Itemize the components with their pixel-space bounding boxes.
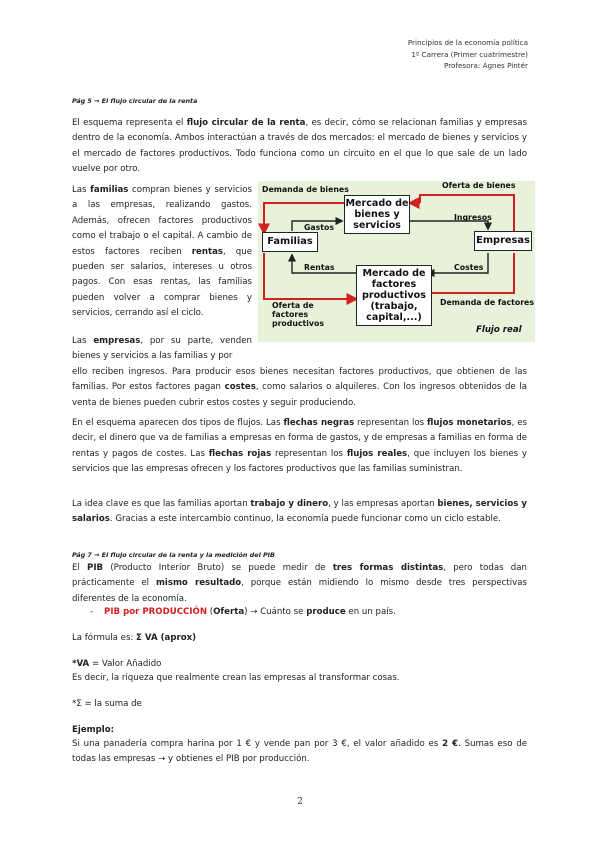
label-gastos: Gastos	[304, 223, 335, 232]
paragraph-flujos	[72, 416, 527, 478]
sigma-definition: *Σ = la suma de	[72, 699, 142, 709]
text: , es decir, cómo se relacionan familias y empresas dentro de la economía. Ambos interactúan a través de dos mercados: el mercado de bienes y servicios y el mercado de factores productivos. Todo funciona como un circuito en el que lo que sale de un lado vuelve por otro.	[72, 118, 527, 175]
bold-text: flujos reales	[346, 448, 408, 459]
text: . Sumas eso de todas las empresas → y obtienes el PIB por producción.	[72, 739, 527, 765]
label-rentas: Rentas	[304, 263, 335, 272]
text: en un país.	[345, 607, 396, 617]
header-course: Principios de la economía política	[407, 38, 528, 47]
paragraph-intro	[72, 116, 527, 178]
label-line: Oferta de	[272, 301, 314, 310]
label-demanda-factores: Demanda de factores	[440, 298, 534, 307]
label-costes: Costes	[454, 263, 484, 272]
va-explanation: Es decir, la riqueza que realmente crean las empresas al transformar cosas.	[72, 673, 400, 683]
label-flujo-real: Flujo real	[476, 325, 522, 335]
text: (	[207, 607, 214, 617]
box-line: Mercado de	[362, 268, 426, 279]
text: . Gracias a este intercambio continuo, la economía puede funcionar como un ciclo estable.	[109, 514, 501, 525]
box-empresas: Empresas	[474, 231, 532, 251]
label-oferta-factores	[272, 301, 324, 328]
text: , que incluyen los bienes y servicios que las empresas ofrecen y los factores productivos que las familias suministran.	[72, 448, 527, 475]
example-paragraph	[72, 737, 527, 768]
label-demanda-bienes: Demanda de bienes	[262, 185, 349, 194]
label-line: factores	[272, 310, 309, 319]
bold-text: Σ VA (aprox)	[136, 633, 197, 643]
bold-text: rentas	[191, 246, 223, 257]
text: compran bienes y servicios a las empresas, realizando gastos. Además, ofrecen factores productivos como el trabajo o el capital. A cambio de estos factores reciben	[72, 185, 252, 257]
label-ingresos: Ingresos	[454, 213, 492, 222]
box-line: productivos	[361, 290, 426, 301]
box-line: (trabajo,	[370, 301, 418, 312]
text: El esquema representa el	[72, 118, 187, 128]
va-definition	[72, 657, 161, 672]
text: representan los	[354, 418, 428, 428]
paragraph-empresas-continued	[72, 365, 527, 411]
box-familias: Familias	[262, 232, 318, 252]
text: Si una panadería compra harina por 1 € y vende pan por 3 €, el valor añadido es	[72, 739, 443, 749]
text: El	[72, 563, 88, 573]
bullet-pib-produccion	[90, 605, 396, 620]
box-mercado-bienes	[344, 195, 410, 234]
bullet-dash: -	[90, 607, 94, 617]
bold-text: produce	[306, 607, 346, 617]
text: , pero todas dan prácticamente el	[72, 563, 527, 589]
label-line: productivos	[272, 319, 325, 328]
text: En el esquema aparecen dos tipos de flujos. Las	[72, 418, 284, 428]
bold-text: empresas	[93, 336, 141, 346]
text: Las	[72, 185, 91, 195]
arrow-ingresos	[410, 221, 488, 229]
box-line: factores	[371, 279, 417, 290]
box-line: servicios	[353, 220, 401, 231]
text: ) → Cuánto se	[244, 607, 307, 617]
text: , como salarios o alquileres. Con los ingresos obtenidos de la venta de bienes pueden cubrir estos costes y seguir produciendo.	[72, 382, 527, 408]
circular-flow-diagram	[258, 181, 535, 342]
header-professor: Profesora: Ágnes Pintér	[444, 61, 528, 70]
bold-text: tres formas distintas	[332, 563, 444, 573]
bold-text: trabajo y dinero	[250, 499, 329, 509]
header-year: 1º Carrera (Primer cuatrimestre)	[411, 49, 528, 59]
arrow-oferta-factores	[264, 253, 356, 299]
bold-text: PIB	[87, 563, 104, 573]
section-title-pib: Pág 7 → El flujo circular de la renta y la medición del PIB	[72, 551, 275, 559]
text: , porque están midiendo lo mismo desde tres perspectivas diferentes de la economía.	[72, 578, 527, 604]
text: Las	[72, 336, 94, 346]
box-line: bienes y	[354, 209, 400, 220]
bold-text: Ejemplo:	[72, 725, 115, 735]
bold-text: familias	[90, 185, 129, 195]
paragraph-empresas-start	[72, 334, 252, 365]
text: , que pueden ser salarios, intereses u otros pagos. Con esas rentas, las familias pueden volver a comprar bienes y servicios, cerrando así el ciclo.	[72, 246, 252, 319]
box-line: capital,...)	[366, 312, 422, 323]
example-title	[72, 723, 114, 738]
paragraph-idea-clave	[72, 497, 527, 528]
paragraph-familias	[72, 183, 252, 322]
bold-text: Oferta	[213, 607, 245, 617]
bold-text: costes	[224, 382, 256, 393]
text: (Producto Interior Bruto) se puede medir de	[103, 563, 333, 573]
bold-text: flechas negras	[283, 418, 355, 428]
box-mercado-factores	[356, 265, 432, 326]
text: ello reciben ingresos. Para producir esos bienes necesitan factores productivos, que obtienen de las familias. Por estos factores pagan	[72, 367, 527, 393]
bold-text: flujo circular de la renta	[186, 118, 306, 128]
formula-line	[72, 631, 196, 646]
text: , por su parte, venden	[140, 336, 252, 346]
page-number: 2	[297, 797, 303, 807]
bold-text: mismo resultado	[155, 578, 242, 589]
bold-text: bienes, servicios y salarios	[72, 499, 528, 525]
text: La idea clave es que las familias aportan	[72, 499, 251, 509]
bold-text: flechas rojas	[208, 448, 272, 459]
text: La fórmula es:	[72, 633, 137, 643]
label-oferta-bienes: Oferta de bienes	[442, 181, 516, 190]
text: , y las empresas aportan	[328, 499, 438, 509]
box-line: Mercado de	[345, 198, 409, 209]
bold-text: 2 €	[442, 739, 459, 749]
text: bienes y servicios a las familias y por	[72, 351, 233, 362]
text: , es decir, el dinero que va de familias a empresas en forma de gastos, y de empresas a familias en forma de rentas y pagos de costes. Las	[72, 418, 527, 459]
red-text: PIB por PRODUCCIÓN	[104, 607, 208, 617]
section-title-flujo-circular: Pág 5 → El flujo circular de la renta	[72, 97, 198, 105]
text: = Valor Añadido	[89, 659, 162, 669]
text: representan los	[271, 448, 347, 459]
document-header	[408, 37, 528, 72]
bold-text: flujos monetarios	[427, 418, 512, 428]
bold-text: *VA	[72, 659, 90, 669]
paragraph-pib	[72, 561, 527, 607]
